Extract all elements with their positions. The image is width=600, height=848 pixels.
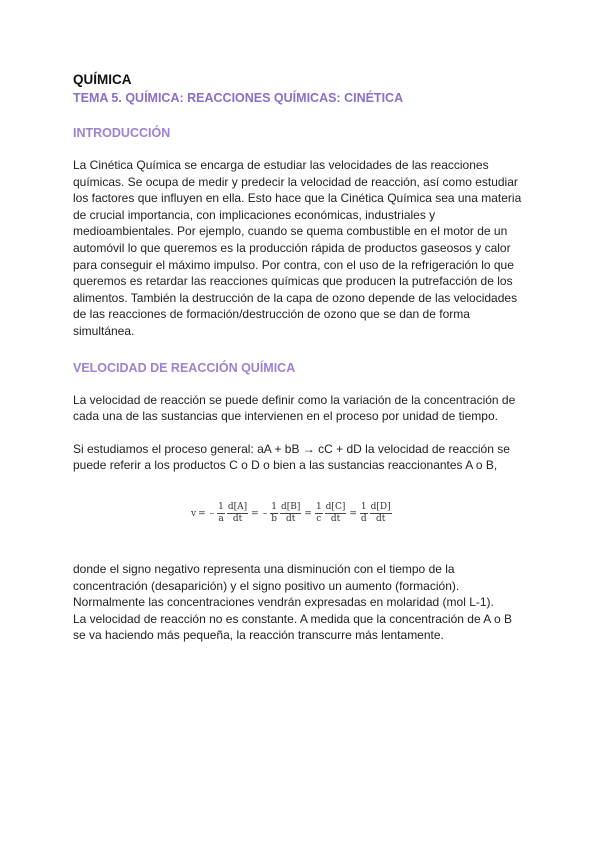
intro-paragraph: [73, 157, 528, 340]
text-line: donde el signo negativo representa una disminución con el tiempo de la: [73, 561, 455, 576]
rate-formula: [191, 501, 528, 527]
general-process-paragraph: [73, 441, 528, 474]
formula-equals: =: [198, 508, 206, 519]
deriv-denominator: dt: [330, 514, 341, 525]
formula-equals: =: [251, 508, 259, 519]
formula-coefficient: [270, 502, 278, 525]
coef-denominator: a: [218, 514, 224, 525]
coef-denominator: d: [360, 514, 367, 525]
formula-derivative: [325, 502, 347, 525]
text-line: alimentos. También la destrucción de la capa de ozono depende de las velocidades: [73, 290, 518, 305]
text-line: de crucial importancia, con implicaciones económicas, industriales y: [73, 207, 436, 222]
text-line: de las reacciones de formación/destrucción de ozono que se dan de forma: [73, 307, 470, 322]
text-line: queremos es retardar las reacciones químicas que producen la putrefacción de los: [73, 274, 513, 289]
coef-numerator: 1: [218, 502, 224, 513]
text-line: La Cinética Química se encarga de estudiar las velocidades de las reacciones: [73, 158, 489, 172]
explanation-paragraph: [73, 561, 528, 644]
text-line: puede referir a los productos C o D o bien a las sustancias reaccionantes A o B,: [73, 458, 498, 473]
text-line: Si estudiamos el proceso general: aA + bB → cC + dD la velocidad de reacción se: [73, 441, 510, 456]
text-line: cada una de las sustancias que intervienen en el proceso por unidad de tiempo.: [73, 409, 498, 424]
deriv-denominator: dt: [232, 514, 243, 525]
deriv-numerator: d[B]: [280, 502, 301, 513]
coef-numerator: 1: [271, 502, 277, 513]
coef-denominator: b: [271, 514, 277, 525]
text-line: La velocidad de reacción no es constante. A medida que la concentración de A o B: [73, 611, 512, 626]
deriv-numerator: d[A]: [227, 502, 248, 513]
intro-heading: INTRODUCCIÓN: [73, 126, 171, 140]
formula-equals: =: [349, 508, 357, 519]
deriv-numerator: d[D]: [370, 502, 391, 513]
text-line: concentración (desaparición) y el signo positivo un aumento (formación).: [73, 578, 460, 593]
formula-equals: =: [304, 508, 312, 519]
page-content: [73, 72, 528, 644]
coef-denominator: c: [316, 514, 322, 525]
text-line: simultánea.: [73, 323, 135, 338]
formula-lhs: v: [191, 508, 197, 519]
formula-derivative: [370, 502, 392, 525]
text-line: se va haciendo más pequeña, la reacción transcurre más lentamente.: [73, 628, 444, 643]
formula-derivative: [280, 502, 301, 525]
coef-numerator: 1: [315, 502, 322, 513]
formula-coefficient: [217, 502, 225, 525]
text-line: medioambientales. Por ejemplo, cuando se quema combustible en el motor de un: [73, 224, 508, 239]
text-line: químicas. Se ocupa de medir y predecir la velocidad de reacción, así como estudiar: [73, 174, 518, 189]
text-line: Normalmente las concentraciones vendrán expresadas en molaridad (mol L-1).: [73, 595, 494, 610]
text-line: para conseguir el máximo impulso. Por contra, con el uso de la refrigeración lo que: [73, 257, 514, 272]
velocity-heading: VELOCIDAD DE REACCIÓN QUÍMICA: [73, 360, 296, 375]
text-line: La velocidad de reacción se puede definir como la variación de la concentración de: [73, 392, 516, 407]
formula-sign: –: [262, 508, 268, 519]
coef-numerator: 1: [360, 502, 367, 513]
subject-title: QUÍMICA: [73, 72, 132, 87]
formula-sign: –: [209, 508, 215, 519]
deriv-denominator: dt: [375, 514, 386, 525]
formula-derivative: [227, 502, 248, 525]
text-line: los factores que influyen en ella. Esto hace que la Cinética Química sea una materia: [73, 191, 522, 206]
formula-coefficient: [360, 502, 368, 525]
topic-title: TEMA 5. QUÍMICA: REACCIONES QUÍMICAS: CINÉTICA: [73, 91, 404, 105]
definition-paragraph: [73, 392, 528, 425]
deriv-numerator: d[C]: [325, 502, 346, 513]
formula-coefficient: [315, 502, 323, 525]
text-line: automóvil lo que queremos es la producción rápida de productos gaseosos y calor: [73, 240, 511, 255]
deriv-denominator: dt: [285, 514, 296, 525]
